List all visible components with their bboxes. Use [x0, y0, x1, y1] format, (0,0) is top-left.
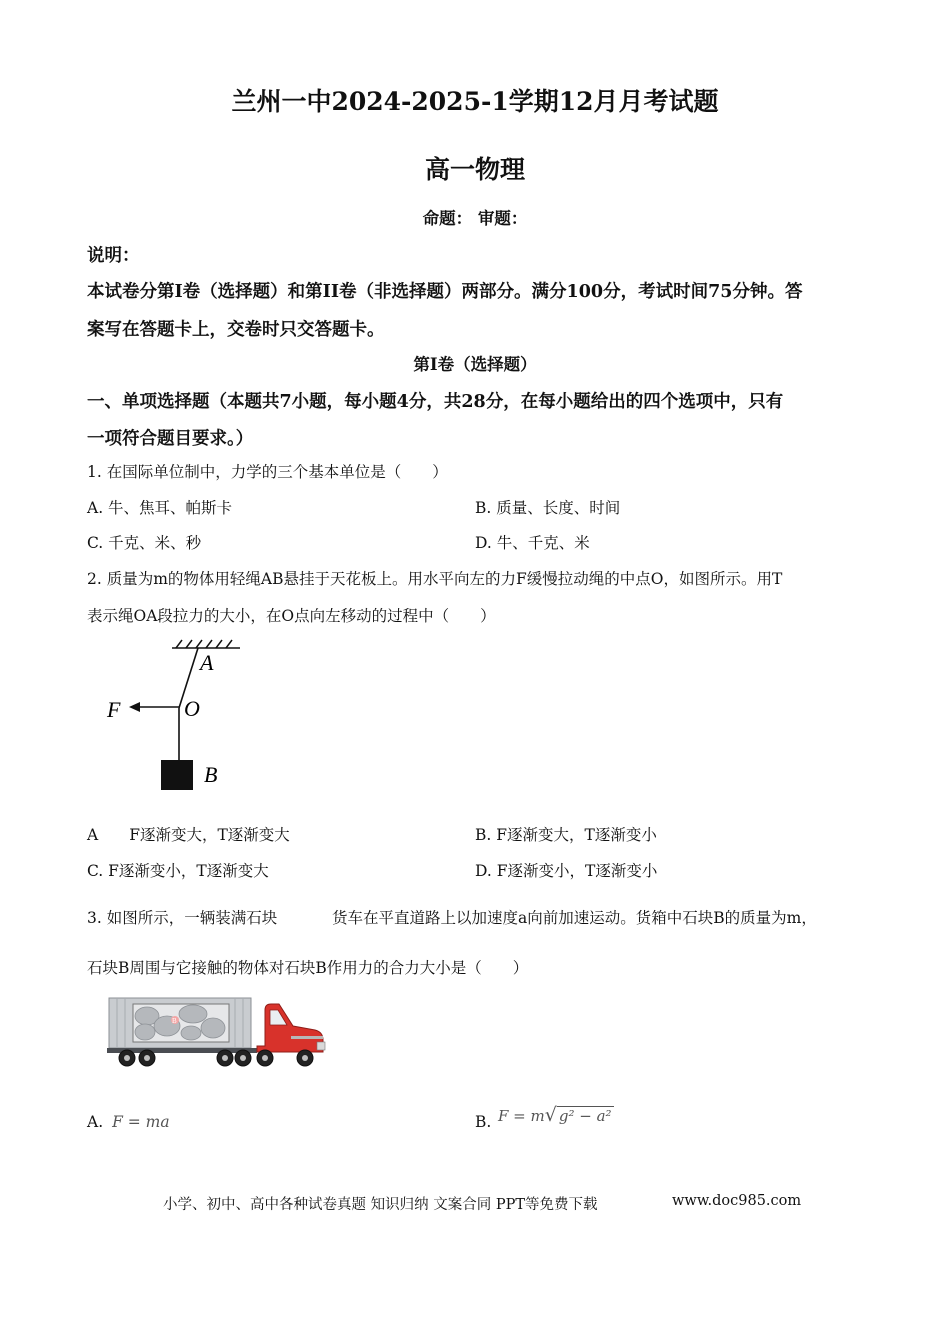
- footer-text: 小学、初中、高中各种试卷真题 知识归纳 文案合同 PPT等免费下载: [163, 1197, 598, 1213]
- question-1-option-a: A. 牛、焦耳、帕斯卡: [87, 499, 233, 517]
- question-3-stem-line-1a: 3. 如图所示，一辆装满石块: [87, 909, 278, 927]
- question-2-stem-line-1: 2. 质量为m的物体用轻绳AB悬挂于天花板上。用水平向左的力F缓慢拉动绳的中点O，如图所示。用T: [87, 570, 783, 588]
- question-1-option-d: D. 牛、千克、米: [475, 534, 590, 552]
- sqrt-sign-icon: √: [544, 1104, 557, 1126]
- exam-title: 兰州一中2024-2025-1学期12月月考试题: [231, 87, 719, 116]
- question-1-option-c: C. 千克、米、秒: [87, 534, 202, 552]
- label-o: O: [184, 696, 200, 721]
- ceiling-hatch: [172, 640, 240, 648]
- question-1-option-b: B. 质量、长度、时间: [475, 499, 621, 517]
- question-3-option-b: [475, 1113, 491, 1131]
- question-3-stem-line-2: 石块B周围与它接触的物体对石块B作用力的合力大小是（ ）: [87, 959, 529, 977]
- question-2-stem-line-2: 表示绳OA段拉力的大小，在O点向左移动的过程中（ ）: [87, 607, 496, 625]
- setters-line: 命题： 审题：: [422, 209, 528, 228]
- question-3-option-a: [87, 1113, 170, 1131]
- question-1-stem: 1. 在国际单位制中，力学的三个基本单位是（ ）: [87, 463, 448, 481]
- question-2-option-c: C. F逐渐变小，T逐渐变大: [87, 862, 269, 880]
- truck-cab: [257, 1004, 323, 1052]
- section-title: 第I卷（选择题）: [413, 355, 537, 374]
- part-heading-line-1: 一、单项选择题（本题共7小题，每小题4分，共28分，在每小题给出的四个选项中，只有: [87, 392, 784, 412]
- question-2-option-b: B. F逐渐变大，T逐渐变小: [475, 826, 657, 844]
- instructions-label: 说明：: [87, 246, 140, 266]
- part-heading-line-2: 一项符合题目要求。）: [87, 429, 254, 449]
- instructions-line-2: 案写在答题卡上，交卷时只交答题卡。: [87, 320, 385, 340]
- question-2-option-a: A F逐渐变大，T逐渐变大: [87, 826, 290, 844]
- label-b: B: [204, 762, 218, 787]
- question-3-truck-figure: [105, 996, 327, 1070]
- option-b-letter: B.: [475, 1113, 492, 1131]
- option-b-radicand: g² − a²: [558, 1107, 612, 1125]
- label-f: F: [107, 697, 121, 722]
- label-a: A: [200, 650, 214, 675]
- footer-url[interactable]: www.doc985.com: [672, 1193, 802, 1209]
- option-b-formula: [498, 1104, 614, 1126]
- question-3-stem-line-1b: 货车在平直道路上以加速度a向前加速运动。货箱中石块B的质量为m，: [332, 909, 817, 927]
- question-2-option-d: D. F逐渐变小，T逐渐变小: [475, 862, 658, 880]
- option-a-formula: F = ma: [112, 1113, 170, 1131]
- option-b-formula-prefix: F = m: [498, 1107, 545, 1125]
- subject-title: 高一物理: [424, 155, 525, 184]
- instructions-line-1: 本试卷分第I卷（选择题）和第II卷（非选择题）两部分。满分100分，考试时间75分钟。答: [87, 282, 803, 302]
- block-b: [161, 760, 193, 790]
- arrow-head-icon: [129, 702, 140, 712]
- question-2-figure: [100, 636, 260, 796]
- option-a-letter: A.: [87, 1113, 104, 1131]
- rock-b-label: B: [172, 1017, 177, 1025]
